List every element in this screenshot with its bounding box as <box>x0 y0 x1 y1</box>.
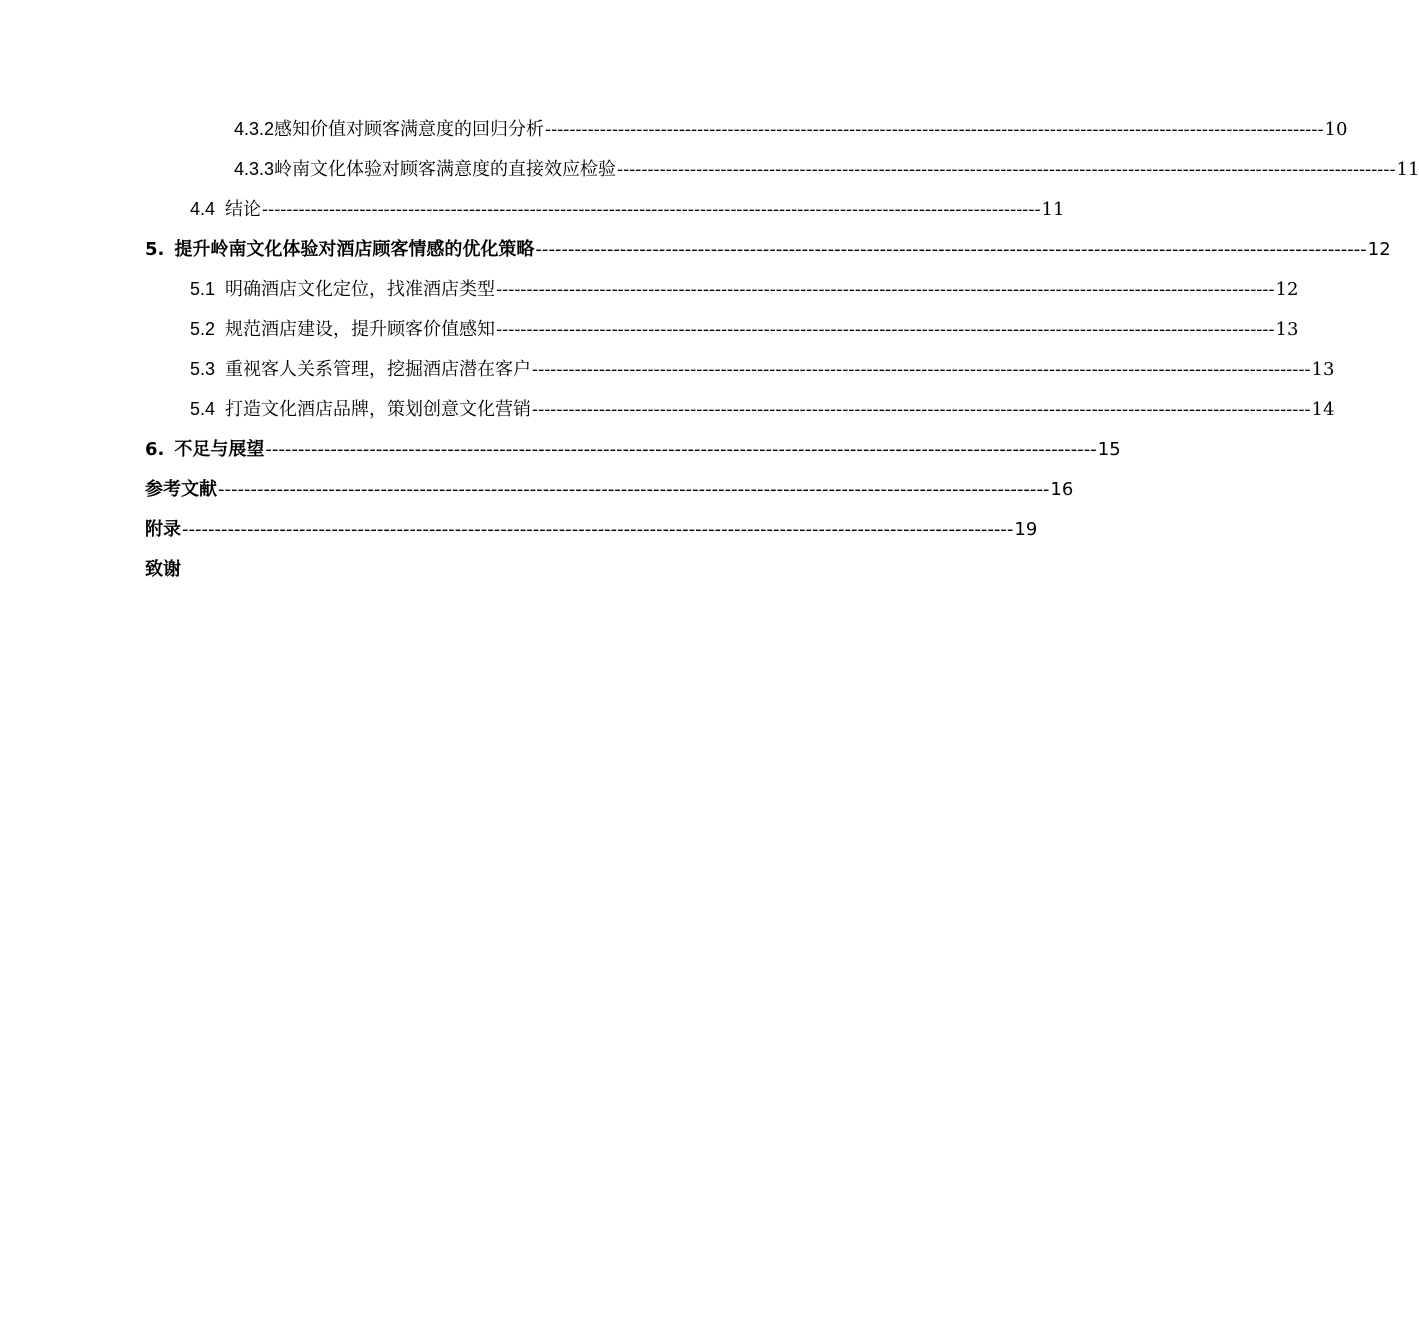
toc-leader: -------------------------------------------------------------------------------------------------------------------------------- <box>532 359 1311 380</box>
toc-entry-acknowledgements[interactable] <box>145 555 804 585</box>
toc-page-number: 13 <box>1311 359 1335 380</box>
toc-page-number: 10 <box>1324 119 1348 140</box>
toc-entry-label: 4.3.3岭南文化体验对顾客满意度的直接效应检验 <box>234 159 617 180</box>
toc-entry-4-3-2[interactable] <box>234 115 1348 145</box>
toc-entry-label: 4.3.2感知价值对顾客满意度的回归分析 <box>234 119 545 140</box>
toc-page-number: 11 <box>1396 159 1419 180</box>
toc-entry-5-2[interactable] <box>190 315 1299 345</box>
toc-leader: -------------------------------------------------------------------------------------------------------------------------------- <box>617 159 1396 180</box>
toc-entry-5-4[interactable] <box>190 395 1335 425</box>
toc-entry-5[interactable] <box>145 235 1391 265</box>
toc-entry-label: 5.2 规范酒店建设，提升顾客价值感知 <box>190 319 496 340</box>
toc-entry-label: 5.1 明确酒店文化定位，找准酒店类型 <box>190 279 496 300</box>
toc-entry-4-4[interactable] <box>190 195 1065 225</box>
toc-leader: -------------------------------------------------------------------------------------------------------------------------------- <box>262 199 1041 220</box>
toc-entry-label: 致谢 <box>145 559 181 580</box>
toc-entry-references[interactable] <box>145 475 1074 505</box>
toc-page-number: 12 <box>1367 239 1391 260</box>
toc-entry-label: 6. 不足与展望 <box>145 439 265 460</box>
toc-page-number: 16 <box>1050 479 1074 500</box>
toc-entry-label: 5.4 打造文化酒店品牌，策划创意文化营销 <box>190 399 532 420</box>
toc-entry-label: 5. 提升岭南文化体验对酒店顾客情感的优化策略 <box>145 239 535 260</box>
toc-leader: -------------------------------------------------------------------------------------------------------------------------------- <box>496 319 1275 340</box>
toc-entry-5-1[interactable] <box>190 275 1299 305</box>
toc-leader: -------------------------------------------------------------------------------------------------------------------------------- <box>265 439 1097 460</box>
toc-entry-label: 参考文献 <box>145 479 217 500</box>
toc-leader: -------------------------------------------------------------------------------------------------------------------------------- <box>532 399 1311 420</box>
toc-page-number: 11 <box>1041 199 1065 220</box>
toc-entry-6[interactable] <box>145 435 1121 465</box>
toc-entry-label: 5.3 重视客人关系管理，挖掘酒店潜在客户 <box>190 359 532 380</box>
toc-entry-appendix[interactable] <box>145 515 1038 545</box>
toc-leader: -------------------------------------------------------------------------------------------------------------------------------- <box>496 279 1275 300</box>
toc-entry-label: 附录 <box>145 519 181 540</box>
toc-page-number: 13 <box>1275 319 1299 340</box>
toc-leader: -------------------------------------------------------------------------------------------------------------------------------- <box>218 479 1050 500</box>
toc-page-number: 15 <box>1097 439 1121 460</box>
toc-leader: -------------------------------------------------------------------------------------------------------------------------------- <box>182 519 1014 540</box>
toc-entry-label: 4.4 结论 <box>190 199 262 220</box>
toc-page-number: 14 <box>1311 399 1335 420</box>
toc-entry-5-3[interactable] <box>190 355 1335 385</box>
toc-page-number: 12 <box>1275 279 1299 300</box>
toc-leader: -------------------------------------------------------------------------------------------------------------------------------- <box>535 239 1367 260</box>
toc-leader: -------------------------------------------------------------------------------------------------------------------------------- <box>545 119 1324 140</box>
toc-page-number: 19 <box>1014 519 1038 540</box>
toc-entry-4-3-3[interactable] <box>234 155 1419 185</box>
